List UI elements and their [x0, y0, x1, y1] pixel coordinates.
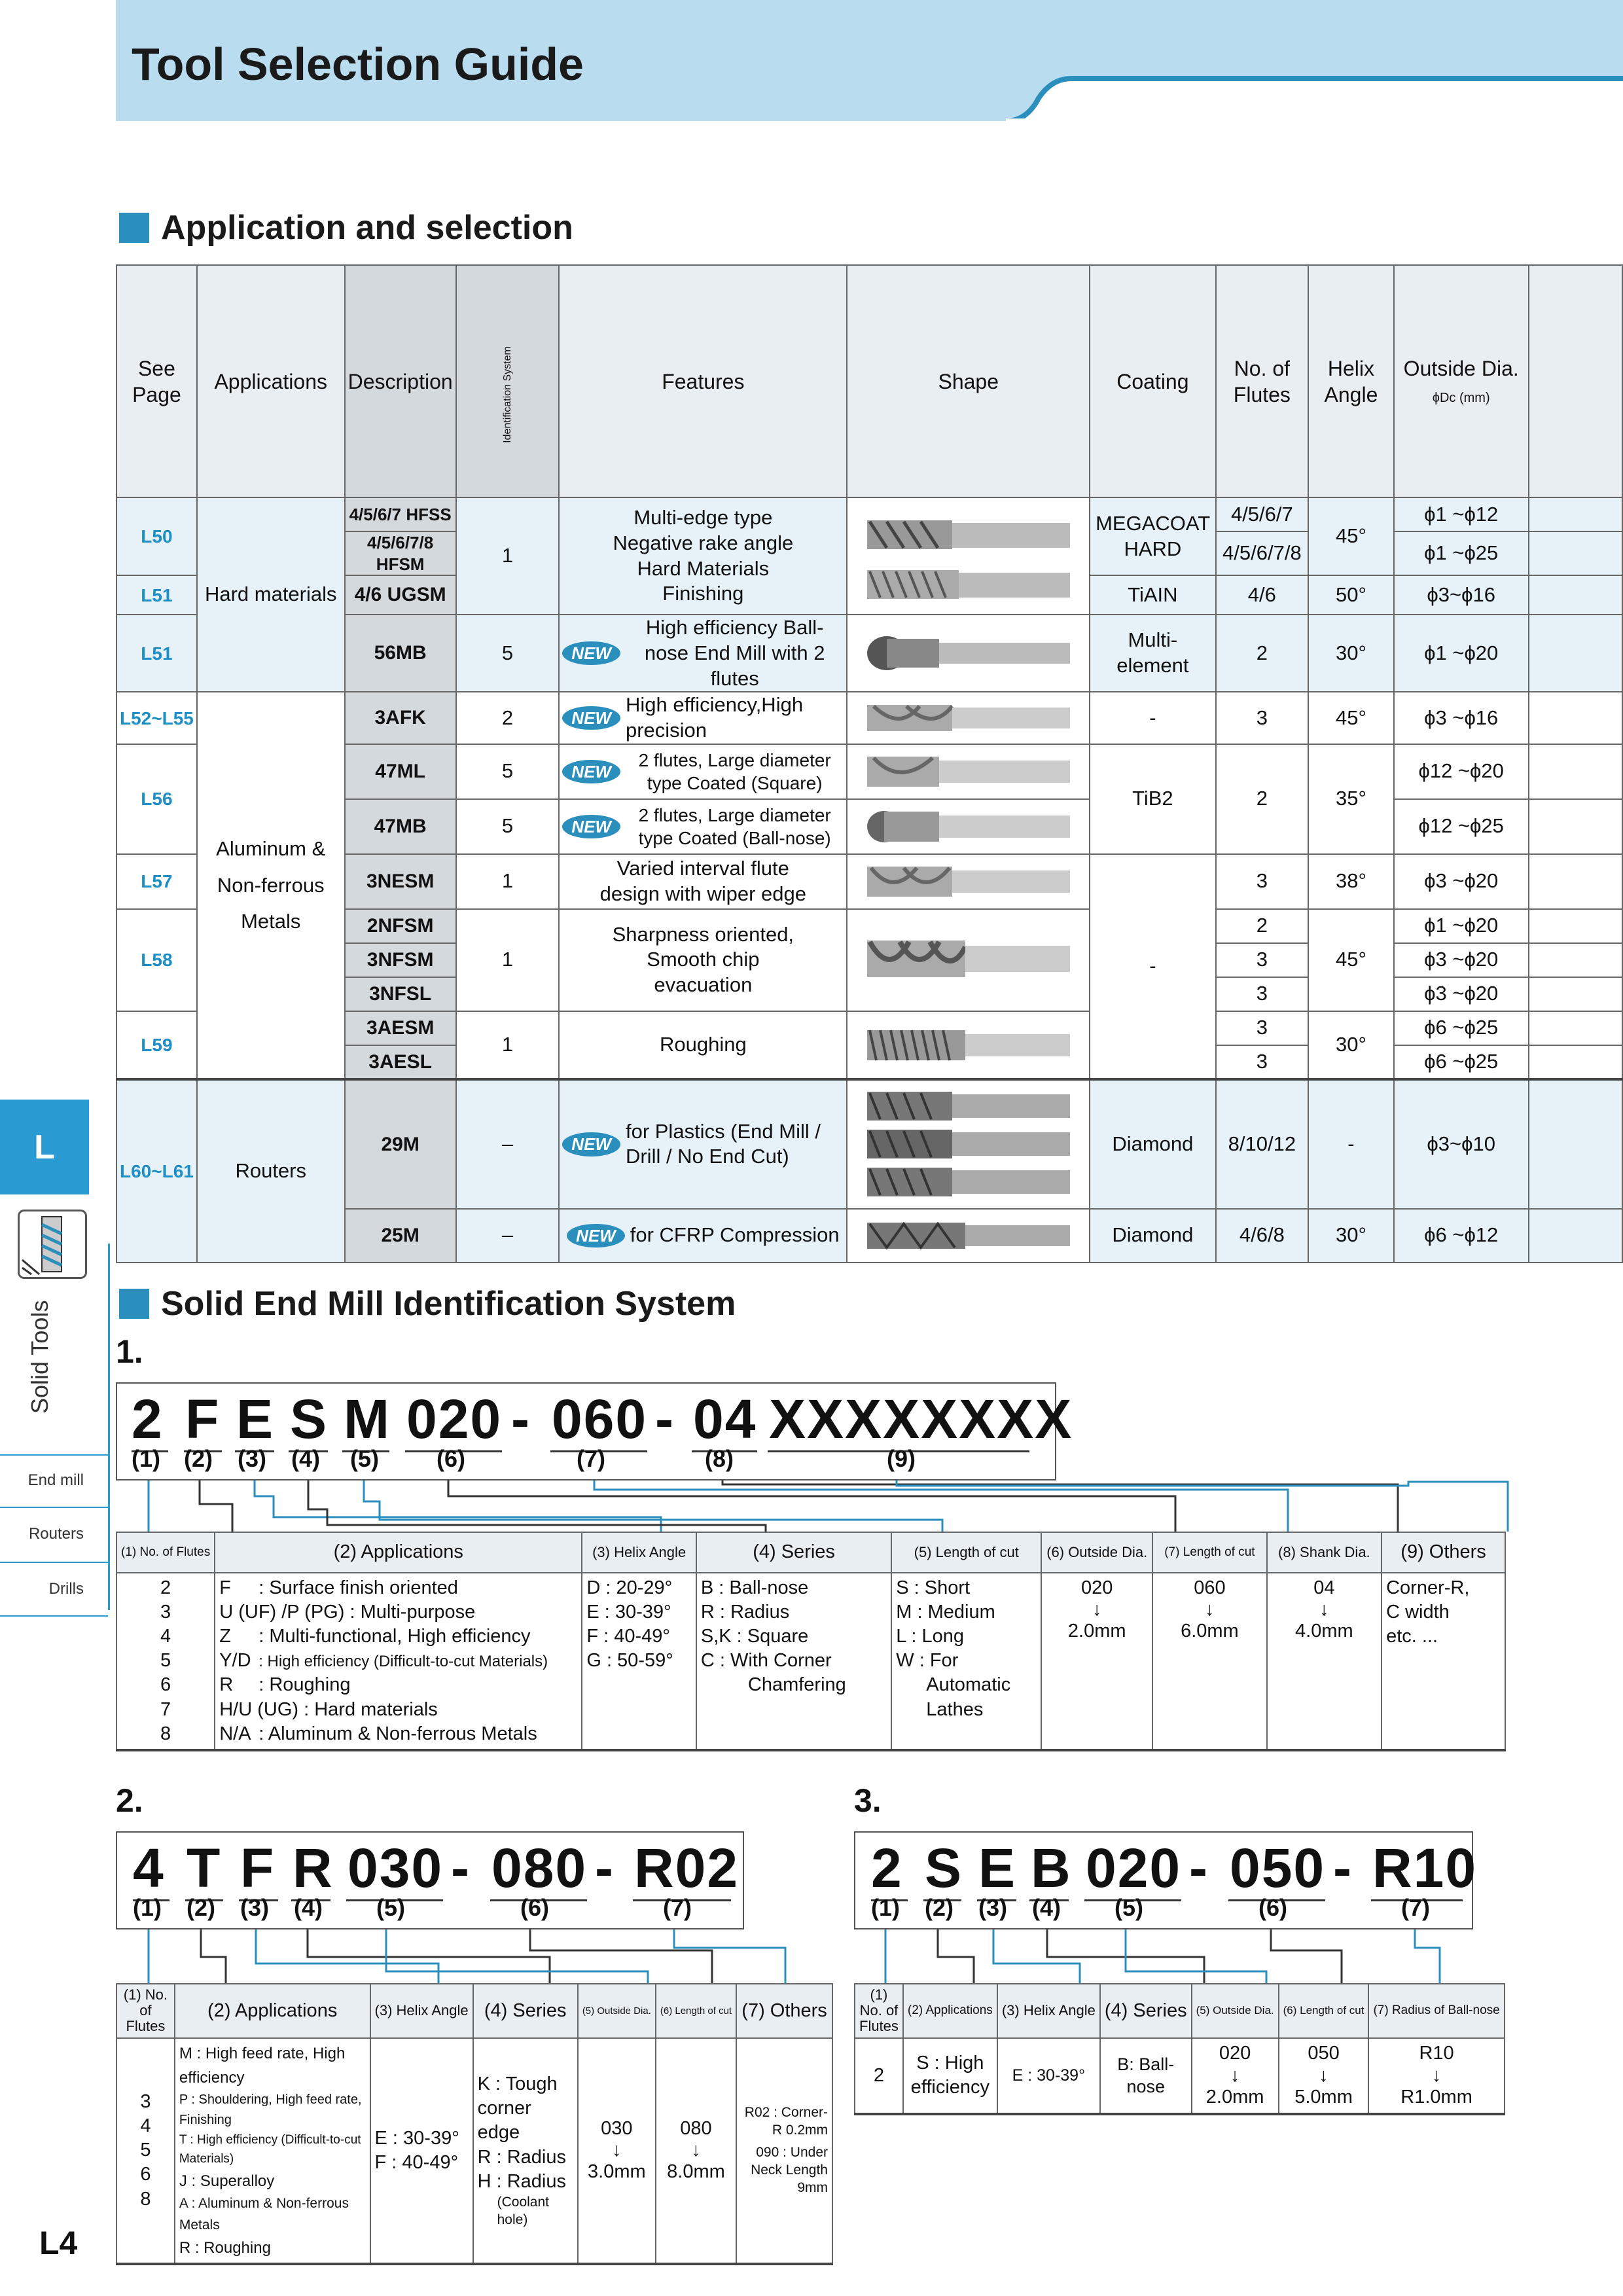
example-3-code	[854, 1831, 1478, 1929]
down-arrow-icon: ↓	[691, 2140, 701, 2161]
col-others: (9) Others	[1382, 1532, 1505, 1573]
feature-text: NEW for CFRP Compression	[559, 1209, 847, 1263]
down-arrow-icon: ↓	[1319, 2064, 1329, 2086]
shank-example: 04 ↓ 4.0mm	[1267, 1573, 1382, 1750]
side-tab-L[interactable]: L	[0, 1100, 89, 1194]
flutes: 4/5/6/7	[1216, 497, 1308, 531]
code-2: F	[185, 1388, 221, 1450]
code-1: 2	[871, 1837, 903, 1899]
dia-example: 020 ↓ 2.0mm	[1041, 1573, 1152, 1750]
col-id-system: Identification System	[456, 265, 560, 497]
outside-dia: ϕ1 ~ϕ25	[1394, 531, 1529, 575]
helix: 50°	[1308, 575, 1394, 615]
length-example: 080 ↓ 8.0mm	[656, 2038, 736, 2265]
id-system: 2	[456, 692, 560, 744]
product-code: 3AFK	[345, 692, 456, 744]
id-system: 5	[456, 744, 560, 799]
index-5: (5)	[350, 1445, 379, 1472]
example-3-label: 3.	[854, 1782, 882, 1819]
outside-dia: ϕ6 ~ϕ25	[1394, 1011, 1529, 1045]
helix: 45°	[1308, 909, 1394, 1011]
code-7: R02	[634, 1837, 740, 1899]
flutes: 4/6	[1216, 575, 1308, 615]
col-dia: Outside Dia. ϕDc (mm)	[1394, 265, 1529, 497]
side-rule	[0, 1562, 108, 1563]
index-7: (7)	[577, 1445, 605, 1472]
code-7: 060	[552, 1388, 648, 1450]
down-arrow-icon: ↓	[1431, 2064, 1442, 2086]
helix: 30°	[1308, 615, 1394, 692]
tool-shape-image	[847, 799, 1090, 854]
code-6: 020	[406, 1388, 503, 1450]
product-code: 4/5/6/7 HFSS	[345, 497, 456, 531]
tool-shape-image	[847, 497, 1090, 615]
coating: -	[1090, 692, 1216, 744]
col-blank	[1529, 265, 1622, 497]
helix: 45°	[1308, 692, 1394, 744]
code-5: 020	[1086, 1837, 1182, 1899]
down-arrow-icon: ↓	[1092, 1599, 1102, 1621]
table-header-row	[116, 265, 1622, 497]
coating: TiAIN	[1090, 575, 1216, 615]
side-rule	[0, 1454, 108, 1456]
example-2-label: 2.	[116, 1782, 143, 1819]
radius-example: R10 ↓ R1.0mm	[1368, 2038, 1504, 2114]
page-link[interactable]: L52~L55	[116, 692, 197, 744]
product-code: 4/5/6/7/8 HFSM	[345, 531, 456, 575]
new-badge: NEW	[562, 760, 620, 784]
index-1: (1)	[133, 1894, 162, 1921]
table-header-row	[116, 1984, 832, 2038]
code-6: 050	[1230, 1837, 1326, 1899]
section-heading-identification	[119, 1284, 736, 1323]
index-9: (9)	[887, 1445, 916, 1472]
page-link[interactable]: L59	[116, 1011, 197, 1079]
col-series: (4) Series	[1100, 1984, 1192, 2038]
new-badge: NEW	[562, 1132, 620, 1157]
flutes: 2	[1216, 615, 1308, 692]
product-code: 2NFSM	[345, 909, 456, 943]
index-3: (3)	[238, 1445, 266, 1472]
helix-value: E : 30-39°	[997, 2038, 1100, 2114]
side-item-routers[interactable]: Routers	[28, 1525, 84, 1543]
product-code: 29M	[345, 1079, 456, 1209]
col-outside-dia: (5) Outside Dia.	[1192, 1984, 1279, 2038]
code-4: S	[290, 1388, 329, 1450]
length-example: 050 ↓ 5.0mm	[1279, 2038, 1369, 2114]
col-applications: (2) Applications	[903, 1984, 997, 2038]
outside-dia: ϕ6 ~ϕ25	[1394, 1045, 1529, 1079]
coating: -	[1090, 854, 1216, 1079]
outside-dia: ϕ3~ϕ16	[1394, 575, 1529, 615]
index-2: (2)	[187, 1894, 215, 1921]
code-dash: -	[1189, 1837, 1209, 1899]
applications-list: M : High feed rate, High efficiency P : Shouldering, High feed rate, Finishing T : High efficiency (Difficult-to-cut Materials) J : Superalloy A : Aluminum & Non-ferrous Metals R : Roughing	[175, 2038, 370, 2265]
index-7: (7)	[663, 1894, 692, 1921]
id-system: 5	[456, 615, 560, 692]
helix: 45°	[1308, 497, 1394, 575]
flutes: 3	[1216, 1045, 1308, 1079]
col-helix: Helix Angle	[1308, 265, 1394, 497]
flutes-list: 3 4 5 6 8	[116, 2038, 175, 2265]
page-link[interactable]: L51	[116, 575, 197, 615]
index-6: (6)	[437, 1445, 465, 1472]
col-shape: Shape	[847, 265, 1090, 497]
length-example: 060 ↓ 6.0mm	[1152, 1573, 1266, 1750]
helix: 35°	[1308, 744, 1394, 854]
outside-dia: ϕ3~ϕ10	[1394, 1079, 1529, 1209]
index-5: (5)	[376, 1894, 405, 1921]
table-row	[116, 2038, 832, 2265]
product-code: 47ML	[345, 744, 456, 799]
id-system: –	[456, 1209, 560, 1263]
index-6: (6)	[1258, 1894, 1287, 1921]
side-vertical-label: Solid Tools	[26, 1300, 53, 1414]
tool-shape-image	[847, 854, 1090, 909]
feature-text: Sharpness oriented, Smooth chip evacuation	[559, 909, 847, 1011]
col-length-of-cut: (7) Length of cut	[1152, 1532, 1266, 1573]
table-row	[116, 1573, 1505, 1750]
code-dash: -	[1333, 1837, 1353, 1899]
tool-shape-image	[847, 744, 1090, 799]
id-system: 1	[456, 854, 560, 909]
col-flutes: (1) No. of Flutes	[116, 1984, 175, 2038]
id-system: 1	[456, 1011, 560, 1079]
table-row	[855, 2038, 1505, 2114]
coating: Diamond	[1090, 1209, 1216, 1263]
application-label: Routers	[197, 1079, 345, 1263]
helix-list: D : 20-29° E : 30-39° F : 40-49° G : 50-59°	[582, 1573, 696, 1750]
side-rule	[0, 1507, 108, 1508]
page-title: Tool Selection Guide	[132, 39, 584, 90]
application-table	[116, 264, 1623, 1263]
col-outside-dia: (6) Outside Dia.	[1041, 1532, 1152, 1573]
application-label: Hard materials	[197, 497, 345, 692]
page-header	[116, 0, 1623, 121]
others-list: R02 : Corner-R 0.2mm 090 : Under Neck Length 9mm	[736, 2038, 832, 2265]
code-3: E	[236, 1388, 275, 1450]
table-row	[116, 1079, 1622, 1209]
example-3-table	[854, 1983, 1505, 2115]
table-row	[116, 497, 1622, 531]
section-title: Solid End Mill Identification System	[161, 1285, 736, 1323]
code-2: T	[187, 1837, 222, 1899]
tool-shape-image	[847, 1209, 1090, 1263]
code-2: S	[925, 1837, 963, 1899]
flutes: 3	[1216, 692, 1308, 744]
id-system: 1	[456, 909, 560, 1011]
index-4: (4)	[291, 1445, 320, 1472]
new-badge: NEW	[562, 706, 620, 730]
col-helix: (3) Helix Angle	[997, 1984, 1100, 2038]
index-3: (3)	[978, 1894, 1007, 1921]
outside-dia: ϕ12 ~ϕ25	[1394, 799, 1529, 854]
col-description: Description	[345, 265, 456, 497]
code-5: 030	[348, 1837, 444, 1899]
page-number: L4	[39, 2225, 78, 2261]
product-code: 56MB	[345, 615, 456, 692]
feature-text: NEW for Plastics (End Mill / Drill / No End Cut)	[559, 1079, 847, 1209]
product-code: 3AESM	[345, 1011, 456, 1045]
application-value: S : High efficiency	[903, 2038, 997, 2114]
down-arrow-icon: ↓	[1319, 1599, 1329, 1621]
end-mill-icon	[18, 1210, 87, 1279]
outside-dia: ϕ3 ~ϕ20	[1394, 943, 1529, 977]
col-shank-dia: (8) Shank Dia.	[1267, 1532, 1382, 1573]
index-4: (4)	[294, 1894, 323, 1921]
coating: MEGACOAT HARD	[1090, 497, 1216, 575]
col-helix: (3) Helix Angle	[582, 1532, 696, 1573]
outside-dia: ϕ1 ~ϕ20	[1394, 615, 1529, 692]
flutes: 3	[1216, 1011, 1308, 1045]
tool-shape-image	[847, 1079, 1090, 1209]
code-dash: -	[511, 1388, 531, 1450]
helix: 38°	[1308, 854, 1394, 909]
product-code: 3AESL	[345, 1045, 456, 1079]
code-8: 04	[693, 1388, 757, 1450]
side-divider	[108, 1244, 110, 1610]
table-header-row	[116, 1532, 1505, 1573]
code-dash: -	[655, 1388, 675, 1450]
new-badge: NEW	[562, 641, 620, 666]
product-code: 3NESM	[345, 854, 456, 909]
flutes: 2	[1216, 744, 1308, 854]
square-bullet-icon	[119, 1289, 149, 1319]
code-5: M	[344, 1388, 391, 1450]
feature-text: NEW 2 flutes, Large diameter type Coated (Square)	[559, 744, 847, 799]
side-item-drills[interactable]: Drills	[48, 1580, 84, 1598]
index-2: (2)	[925, 1894, 954, 1921]
section-title: Application and selection	[161, 209, 573, 247]
col-helix: (3) Helix Angle	[370, 1984, 473, 2038]
down-arrow-icon: ↓	[612, 2140, 622, 2161]
code-3: E	[978, 1837, 1017, 1899]
id-system: –	[456, 1079, 560, 1209]
outside-dia: ϕ6 ~ϕ12	[1394, 1209, 1529, 1263]
helix-list: E : 30-39° F : 40-49°	[370, 2038, 473, 2265]
side-rule	[0, 1615, 108, 1617]
col-applications: Applications	[197, 265, 345, 497]
col-flutes: No. of Flutes	[1216, 265, 1308, 497]
down-arrow-icon: ↓	[1205, 1599, 1215, 1621]
coating: TiB2	[1090, 744, 1216, 854]
tool-shape-image	[847, 909, 1090, 1011]
outside-dia: ϕ3 ~ϕ20	[1394, 977, 1529, 1011]
col-flutes: (1) No. of Flutes	[855, 1984, 903, 2038]
coating: Multi-element	[1090, 615, 1216, 692]
col-radius: (7) Radius of Ball-nose	[1368, 1984, 1504, 2038]
col-applications: (2) Applications	[175, 1984, 370, 2038]
flutes-list: 2 3 4 5 6 7 8	[116, 1573, 215, 1750]
flutes: 8/10/12	[1216, 1079, 1308, 1209]
page-link[interactable]: L58	[116, 909, 197, 1011]
index-3: (3)	[240, 1894, 269, 1921]
product-code: 25M	[345, 1209, 456, 1263]
flutes-value: 2	[855, 2038, 903, 2114]
index-2: (2)	[184, 1445, 213, 1472]
table-header-row	[855, 1984, 1505, 2038]
code-4: R	[293, 1837, 334, 1899]
col-coating: Coating	[1090, 265, 1216, 497]
feature-text: NEW High efficiency,High precision	[559, 692, 847, 744]
col-length-of-cut: (5) Length of cut	[891, 1532, 1041, 1573]
page-link[interactable]: L60~L61	[116, 1079, 197, 1263]
col-features: Features	[559, 265, 847, 497]
series-list: B : Ball-nose R : Radius S,K : Square C : With Corner Chamfering	[696, 1573, 891, 1750]
index-4: (4)	[1032, 1894, 1061, 1921]
series-list: K : Tough corner edge R : Radius H : Radius (Coolant hole)	[473, 2038, 578, 2265]
square-bullet-icon	[119, 213, 149, 243]
code-dash: -	[595, 1837, 615, 1899]
product-code: 3NFSM	[345, 943, 456, 977]
col-series: (4) Series	[696, 1532, 891, 1573]
example-1-label: 1.	[116, 1333, 143, 1370]
outside-dia: ϕ3 ~ϕ20	[1394, 854, 1529, 909]
feature-text: Roughing	[559, 1011, 847, 1079]
tool-shape-image	[847, 1011, 1090, 1079]
coating: Diamond	[1090, 1079, 1216, 1209]
length-list: S : Short M : Medium L : Long W : For Automatic Lathes	[891, 1573, 1041, 1750]
product-code: 4/6 UGSM	[345, 575, 456, 615]
example-1-table	[116, 1532, 1506, 1751]
tool-shape-image	[847, 615, 1090, 692]
feature-text: NEW High efficiency Ball-nose End Mill with 2 flutes	[559, 615, 847, 692]
id-system: 1	[456, 497, 560, 615]
flutes: 3	[1216, 943, 1308, 977]
flutes: 3	[1216, 854, 1308, 909]
series-value: B: Ball-nose	[1100, 2038, 1192, 2114]
col-see-page: See Page	[116, 265, 197, 497]
example-2-code	[116, 1831, 744, 1929]
code-3: F	[240, 1837, 276, 1899]
down-arrow-icon: ↓	[1230, 2064, 1240, 2086]
product-code: 47MB	[345, 799, 456, 854]
table-row	[116, 692, 1622, 744]
product-code: 3NFSL	[345, 977, 456, 1011]
helix: 30°	[1308, 1209, 1394, 1263]
helix: 30°	[1308, 1011, 1394, 1079]
col-flutes: (1) No. of Flutes	[116, 1532, 215, 1573]
new-badge: NEW	[562, 815, 620, 839]
code-4: B	[1031, 1837, 1072, 1899]
page-link[interactable]: L57	[116, 854, 197, 909]
page-link[interactable]: L56	[116, 744, 197, 854]
index-1: (1)	[132, 1445, 160, 1472]
feature-text: Multi-edge type Negative rake angle Hard Materials Finishing	[559, 497, 847, 615]
col-outside-dia: (5) Outside Dia.	[578, 1984, 656, 2038]
feature-text: NEW 2 flutes, Large diameter type Coated (Ball-nose)	[559, 799, 847, 854]
col-applications: (2) Applications	[215, 1532, 582, 1573]
col-length-of-cut: (6) Length of cut	[656, 1984, 736, 2038]
example-2-table	[116, 1983, 833, 2265]
section-heading-application	[119, 208, 573, 247]
code-1: 4	[133, 1837, 165, 1899]
code-dash: -	[451, 1837, 471, 1899]
flutes: 4/6/8	[1216, 1209, 1308, 1263]
new-badge: NEW	[567, 1224, 625, 1248]
col-series: (4) Series	[473, 1984, 578, 2038]
applications-list: F : Surface finish oriented U (UF) /P (PG) : Multi-purpose Z : Multi-functional, High efficiency Y/D : High efficiency (Difficult-to-cut Materials) R : Roughing H/U (UG) : Hard materials N/A : Aluminum & Non-ferrous Metals	[215, 1573, 582, 1750]
outside-dia: ϕ3 ~ϕ16	[1394, 692, 1529, 744]
feature-text: Varied interval flute design with wiper edge	[559, 854, 847, 909]
page-link[interactable]: L50	[116, 497, 197, 575]
col-others: (7) Others	[736, 1984, 832, 2038]
outside-dia: ϕ12 ~ϕ20	[1394, 744, 1529, 799]
example-1-code	[116, 1382, 1073, 1480]
flutes: 3	[1216, 977, 1308, 1011]
index-1: (1)	[871, 1894, 900, 1921]
code-1: 2	[132, 1388, 164, 1450]
page-link[interactable]: L51	[116, 615, 197, 692]
outside-dia: ϕ1 ~ϕ12	[1394, 497, 1529, 531]
code-7: R10	[1372, 1837, 1478, 1899]
outside-dia: ϕ1 ~ϕ20	[1394, 909, 1529, 943]
dia-example: 030 ↓ 3.0mm	[578, 2038, 656, 2265]
index-7: (7)	[1401, 1894, 1430, 1921]
index-5: (5)	[1115, 1894, 1143, 1921]
index-8: (8)	[705, 1445, 734, 1472]
tool-shape-image	[847, 692, 1090, 744]
index-6: (6)	[520, 1894, 549, 1921]
col-length-of-cut: (6) Length of cut	[1279, 1984, 1369, 2038]
flutes: 2	[1216, 909, 1308, 943]
helix: -	[1308, 1079, 1394, 1209]
others-list: Corner-R, C width etc. ...	[1382, 1573, 1505, 1750]
flutes: 4/5/6/7/8	[1216, 531, 1308, 575]
id-system: 5	[456, 799, 560, 854]
side-item-end-mill[interactable]: End mill	[27, 1471, 84, 1489]
code-9: XXXXXXXX	[769, 1388, 1073, 1450]
application-label: Aluminum & Non-ferrous Metals	[197, 692, 345, 1079]
code-6: 080	[491, 1837, 588, 1899]
dia-example: 020 ↓ 2.0mm	[1192, 2038, 1279, 2114]
